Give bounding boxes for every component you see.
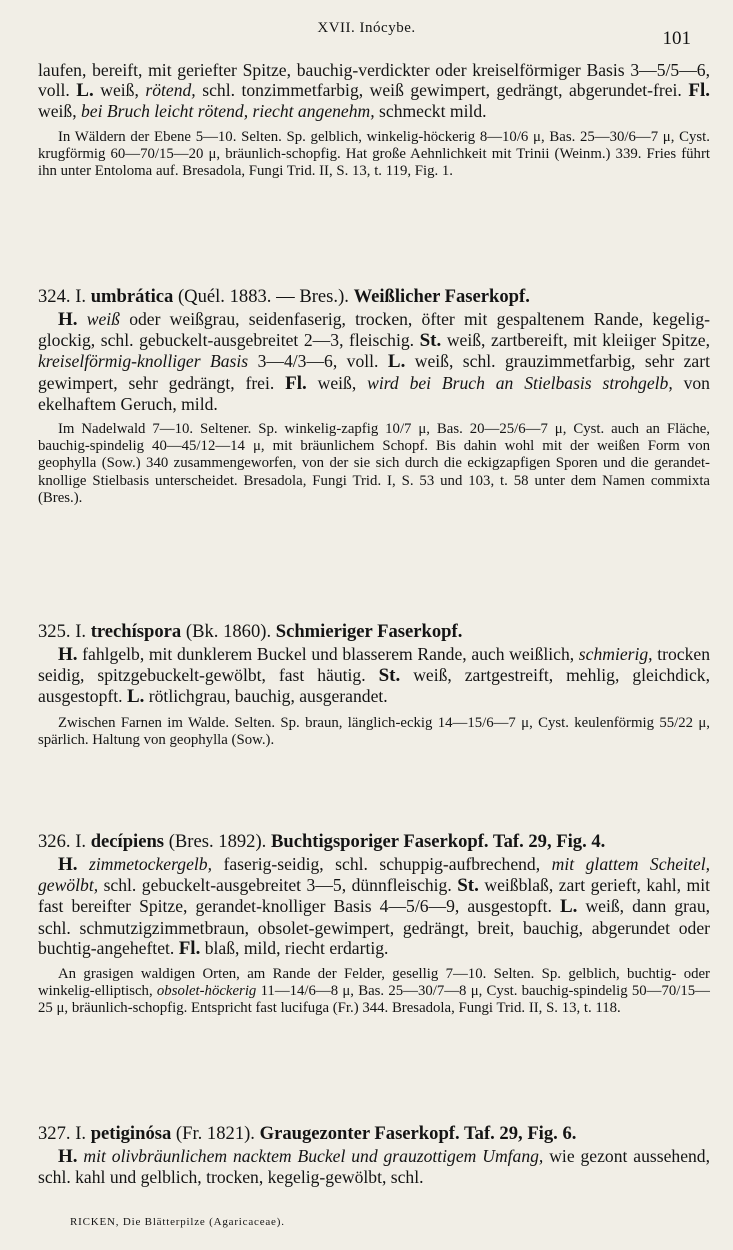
section-key-label: H.: [58, 309, 78, 330]
text-run: 327. I.: [38, 1123, 91, 1144]
emphasis-text: wird bei Bruch an Stielbasis strohgelb,: [367, 372, 673, 393]
notes-paragraph: [38, 966, 710, 1018]
text-run: weiß,: [306, 372, 368, 393]
text-run: In Wäldern der Ebene 5—10. Selten. Sp. gelblich, winkelig-höckerig 8—10/6 μ, Bas. 25—30/6—7 μ, Cyst. krugförmig 60—70/15—20 μ, bräunlich-schopfig. Hat große Aehnlichkeit mit Trinii (Weinm.) 339. Fries führt ihn unter Entoloma auf. Bresadola, Fungi Trid. II, S. 13, t. 119, Fig. 1.: [38, 128, 710, 180]
text-run: 11—14/6—8 μ, Bas. 25—30/7—8 μ, Cyst. bauchig-spindelig 50—70/15—25 μ, bräunlich-schopfig. Entspricht fast lucifuga (Fr.) 344. Bresadola, Fungi Trid. II, S. 13, t. 118.: [38, 983, 710, 1017]
species-entry-327: [38, 1122, 710, 1187]
text-run: [78, 309, 87, 329]
chapter-heading: XVII. Inócybe.: [317, 20, 416, 36]
text-run: trocken seidig, spitzgebuckelt-gewölbt, fast häutig.: [38, 644, 710, 686]
bold-text: petiginósa: [90, 1123, 172, 1144]
bold-text: umbrática: [90, 286, 174, 307]
text-run: schl. tonzimmetfarbig, weiß gewimpert, gedrängt, abgerundet-frei.: [195, 80, 689, 101]
description-paragraph: [38, 854, 710, 959]
text-run: schmeckt mild.: [374, 101, 487, 122]
notes-paragraph: [38, 129, 710, 181]
text-run: von ekelhaftem Geruch, mild.: [38, 372, 710, 414]
text-run: weiß,: [93, 80, 146, 101]
page-number: 101: [662, 28, 691, 49]
text-run: fahlgelb, mit dunklerem Buckel und blasserem Rande, auch weißlich,: [77, 644, 579, 664]
bold-text: decípiens: [90, 831, 165, 852]
section-key-label: L.: [559, 896, 578, 918]
emphasis-text: mit glattem Scheitel, gewölbt,: [38, 854, 710, 896]
emphasis-text: bei Bruch leicht rötend, riecht angenehm,: [81, 101, 375, 122]
text-run: wie gezont aussehend, schl. kahl und gelblich, trocken, kegelig-gewölbt, schl.: [38, 1146, 711, 1188]
footer-signature: RICKEN, Die Blätterpilze (Agaricaceae).: [70, 1216, 285, 1228]
bold-text: Graugezonter Faserkopf.: [259, 1123, 460, 1144]
text-run: blaß, mild, riecht erdartig.: [200, 937, 389, 958]
bold-text: Taf. 29, Fig. 4.: [488, 831, 606, 852]
text-run: 3—4/3—6, voll.: [248, 351, 388, 372]
text-run: 326. I.: [38, 831, 91, 852]
species-entry-324: [38, 285, 710, 507]
text-run: weiß, zartgestreift, mehlig, gleichdick, ausgestopft.: [38, 665, 710, 707]
text-run: (Bres. 1892).: [164, 831, 271, 852]
bold-text: Schmieriger Faserkopf.: [275, 621, 463, 642]
text-run: An grasigen waldigen Orten, am Rande der Felder, gesellig 7—10. Selten. Sp. gelblich, buchtig- oder winkelig-elliptisch,: [38, 966, 710, 1000]
text-run: weiß, dann grau, schl. schmutzigzimmetbraun, obsolet-gewimpert, gedrängt, breit, bauchig, abgerundet oder buchtig-angeheftet.: [38, 896, 711, 958]
text-run: 325. I.: [38, 621, 91, 642]
bold-text: trechíspora: [90, 621, 182, 642]
text-run: weißblaß, zart gerieft, kahl, mit fast bereifter Spitze, gerandet-knolliger Basis 4—5/6—9, ausgestopft.: [38, 875, 710, 917]
description-paragraph: [38, 60, 710, 122]
species-title: [38, 620, 710, 644]
text-run: (Fr. 1821).: [171, 1123, 260, 1144]
section-key-label: Fl.: [178, 937, 201, 959]
text-run: schl. gebuckelt-ausgebreitet 3—5, dünnfleischig.: [98, 875, 458, 896]
section-key-label: Fl.: [285, 372, 307, 394]
emphasis-text: zimmetockergelb,: [89, 854, 212, 874]
section-key-label: L.: [126, 686, 145, 708]
description-paragraph: [38, 1146, 710, 1187]
species-title: [38, 1122, 710, 1146]
continued-entry: [38, 60, 710, 180]
emphasis-text: mit olivbräunlichem nacktem Buckel und grauzottigem Umfang,: [83, 1146, 544, 1166]
section-key-label: L.: [387, 351, 406, 373]
text-run: Zwischen Farnen im Walde. Selten. Sp. braun, länglich-eckig 14—15/6—7 μ, Cyst. keulenförmig 55/22 μ, spärlich. Haltung von geophylla (Sow.).: [38, 714, 710, 748]
section-key-label: H.: [58, 644, 78, 665]
text-run: 324. I.: [38, 286, 91, 307]
notes-paragraph: [38, 421, 710, 507]
bold-text: Taf. 29, Fig. 6.: [459, 1123, 577, 1144]
text-run: weiß, schl. grauzimmetfarbig, sehr zart gewimpert, sehr gedrängt, frei.: [38, 351, 710, 393]
text-run: (Quél. 1883. — Bres.).: [173, 286, 354, 307]
text-run: [78, 854, 90, 874]
text-run: faserig-seidig, schl. schuppig-aufbrechend,: [212, 854, 552, 874]
text-run: weiß, zartbereift, mit kleiiger Spitze,: [441, 330, 710, 351]
section-key-label: St.: [457, 875, 479, 897]
section-key-label: L.: [76, 80, 94, 102]
section-key-label: H.: [58, 854, 78, 875]
running-header: [0, 20, 733, 50]
text-run: rötlichgrau, bauchig, ausgerandet.: [144, 686, 388, 707]
bold-text: Weißlicher Faserkopf.: [353, 286, 530, 307]
bold-text: Buchtigsporiger Faserkopf.: [270, 831, 489, 852]
emphasis-text: obsolet-höckerig: [156, 983, 257, 1000]
text-run: weiß,: [38, 101, 81, 122]
section-key-label: H.: [58, 1146, 78, 1167]
species-entry-326: [38, 830, 710, 1018]
description-paragraph: [38, 644, 710, 708]
text-run: Im Nadelwald 7—10. Seltener. Sp. winkelig-zapfig 10/7 μ, Bas. 20—25/6—7 μ, Cyst. auch an Fläche, bauchig-spindelig 40—45/12—14 μ, mit bräunlichem Schopf. Bis dahin wohl mit der weißen Form von geophylla (Sow.) 340 zusammengeworfen, von der sie sich durch die eckigzapfigen Sporen und die gerandet-knollige Stielbasis unterscheidet. Bresadola, Fungi Trid. I, S. 53 und 103, t. 58 unter dem Namen commixta (Bres.).: [38, 421, 710, 506]
species-title: [38, 830, 710, 854]
emphasis-text: weiß: [86, 309, 120, 329]
text-run: oder weißgrau, seidenfaserig, trocken, öfter mit gespaltenem Rande, kegelig-glockig, schl. gebuckelt-ausgebreitet 2—3, fleischig.: [38, 309, 710, 351]
text-run: laufen, bereift, mit geriefter Spitze, bauchig-verdickter oder kreiselförmiger Basis 3—5/5—6, voll.: [38, 60, 710, 101]
section-key-label: St.: [378, 665, 401, 687]
species-entry-325: [38, 620, 710, 749]
emphasis-text: rötend,: [145, 80, 196, 101]
description-paragraph: [38, 309, 710, 414]
species-title: [38, 285, 710, 309]
text-run: (Bk. 1860).: [181, 621, 276, 642]
notes-paragraph: [38, 715, 710, 749]
emphasis-text: kreiselförmig-knolliger Basis: [38, 351, 249, 372]
emphasis-text: schmierig,: [578, 644, 653, 664]
section-key-label: Fl.: [688, 80, 710, 102]
section-key-label: St.: [419, 330, 442, 352]
